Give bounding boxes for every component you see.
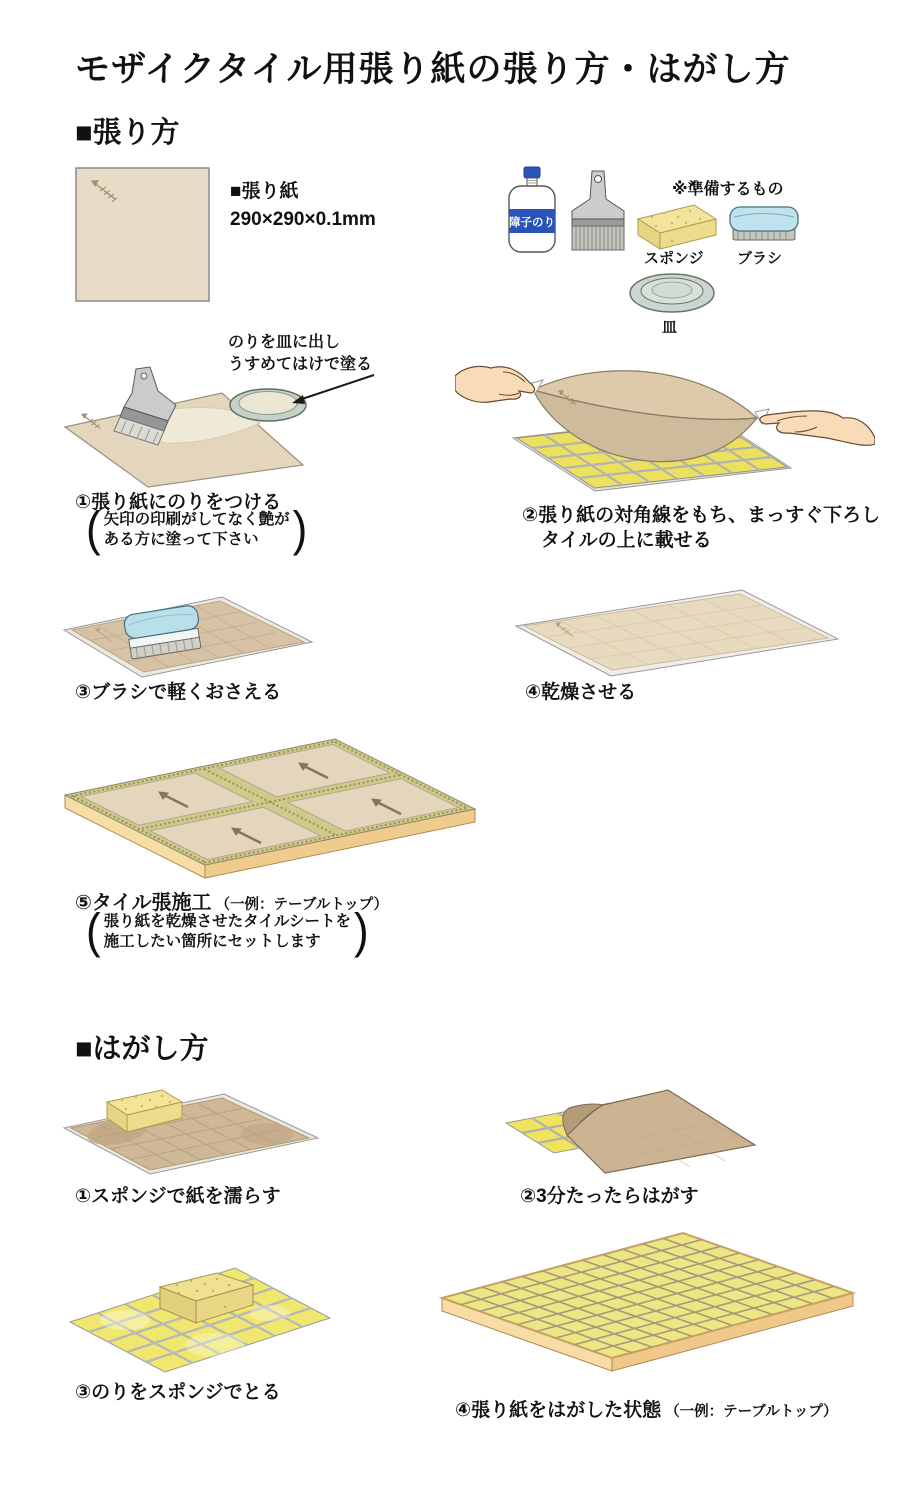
left-hand — [455, 366, 543, 402]
apply-step4-illustration — [512, 588, 847, 680]
open-paren: ( — [86, 904, 101, 959]
step3-caption: ③ブラシで軽くおさえる — [75, 682, 282, 703]
step5-note: ( 張り紙を乾燥させたタイルシートを 施工したい箇所にセットします ) — [86, 904, 369, 959]
step2-caption: ②張り紙の対角線をもち、まっすぐ下ろし タイルの上に載せる — [522, 505, 881, 551]
sponge-icon — [638, 205, 716, 249]
paper-spec-size: 290×290×0.1mm — [230, 209, 376, 230]
apply-step2-illustration — [455, 360, 875, 500]
table-top — [65, 739, 475, 865]
wet-patch — [241, 1123, 293, 1145]
remove-step3-illustration — [65, 1265, 335, 1375]
glue-bottle-icon — [509, 167, 555, 252]
supplies-heading: ※準備するもの — [672, 181, 784, 198]
paper-sheet-illustration — [75, 167, 210, 302]
apply-step5-illustration — [60, 732, 480, 884]
step1-annotation: のりを皿に出し うすめてはけで塗る — [228, 334, 373, 373]
brush-label: ブラシ — [737, 250, 783, 267]
glue-residue — [185, 1333, 245, 1357]
plate-label: 皿 — [662, 319, 678, 336]
sponge-label: スポンジ — [644, 250, 704, 267]
close-paren: ) — [292, 502, 308, 557]
apply-step3-illustration — [62, 592, 317, 680]
remove-step4-caption: ④張り紙をはがした状態 （一例：テーブルトップ） — [455, 1400, 838, 1421]
step1-note: ( 矢印の印刷がしてなく艶が ある方に塗って下さい ) — [86, 502, 308, 557]
section-apply-heading: ■張り方 — [75, 117, 180, 149]
remove-step2-caption: ②3分たったらはがす — [520, 1186, 699, 1207]
page-title: モザイクタイル用張り紙の張り方・はがし方 — [75, 50, 791, 89]
apply-step1-illustration — [60, 365, 405, 490]
plate-icon — [630, 274, 714, 312]
glue-residue — [250, 1305, 290, 1321]
glue-residue — [100, 1310, 150, 1330]
glue-bottle-label: 障子のり — [509, 217, 555, 229]
step5-caption: ⑤タイル張施工 （一例：テーブルトップ） — [75, 892, 388, 914]
exposed-tile-table-top — [442, 1233, 853, 1358]
remove-step1-illustration — [62, 1088, 322, 1178]
paper-spec — [230, 178, 376, 234]
glue-plate — [230, 389, 306, 421]
paper-spec-label: ■張り紙 — [230, 181, 299, 202]
step1-caption: ①張り紙にのりをつける — [75, 492, 282, 513]
remove-step1-caption: ①スポンジで紙を濡らす — [75, 1186, 281, 1207]
paint-brush-icon — [572, 171, 624, 250]
right-hand — [755, 409, 875, 445]
remove-step2-illustration — [500, 1083, 850, 1178]
step4-caption: ④乾燥させる — [525, 682, 637, 703]
open-paren: ( — [86, 502, 101, 557]
section-remove-heading: ■はがし方 — [75, 1033, 209, 1065]
remove-step3-caption: ③のりをスポンジでとる — [75, 1382, 281, 1403]
scrub-brush-icon — [730, 207, 798, 240]
close-paren: ) — [353, 904, 369, 959]
remove-step4-illustration — [438, 1230, 858, 1390]
